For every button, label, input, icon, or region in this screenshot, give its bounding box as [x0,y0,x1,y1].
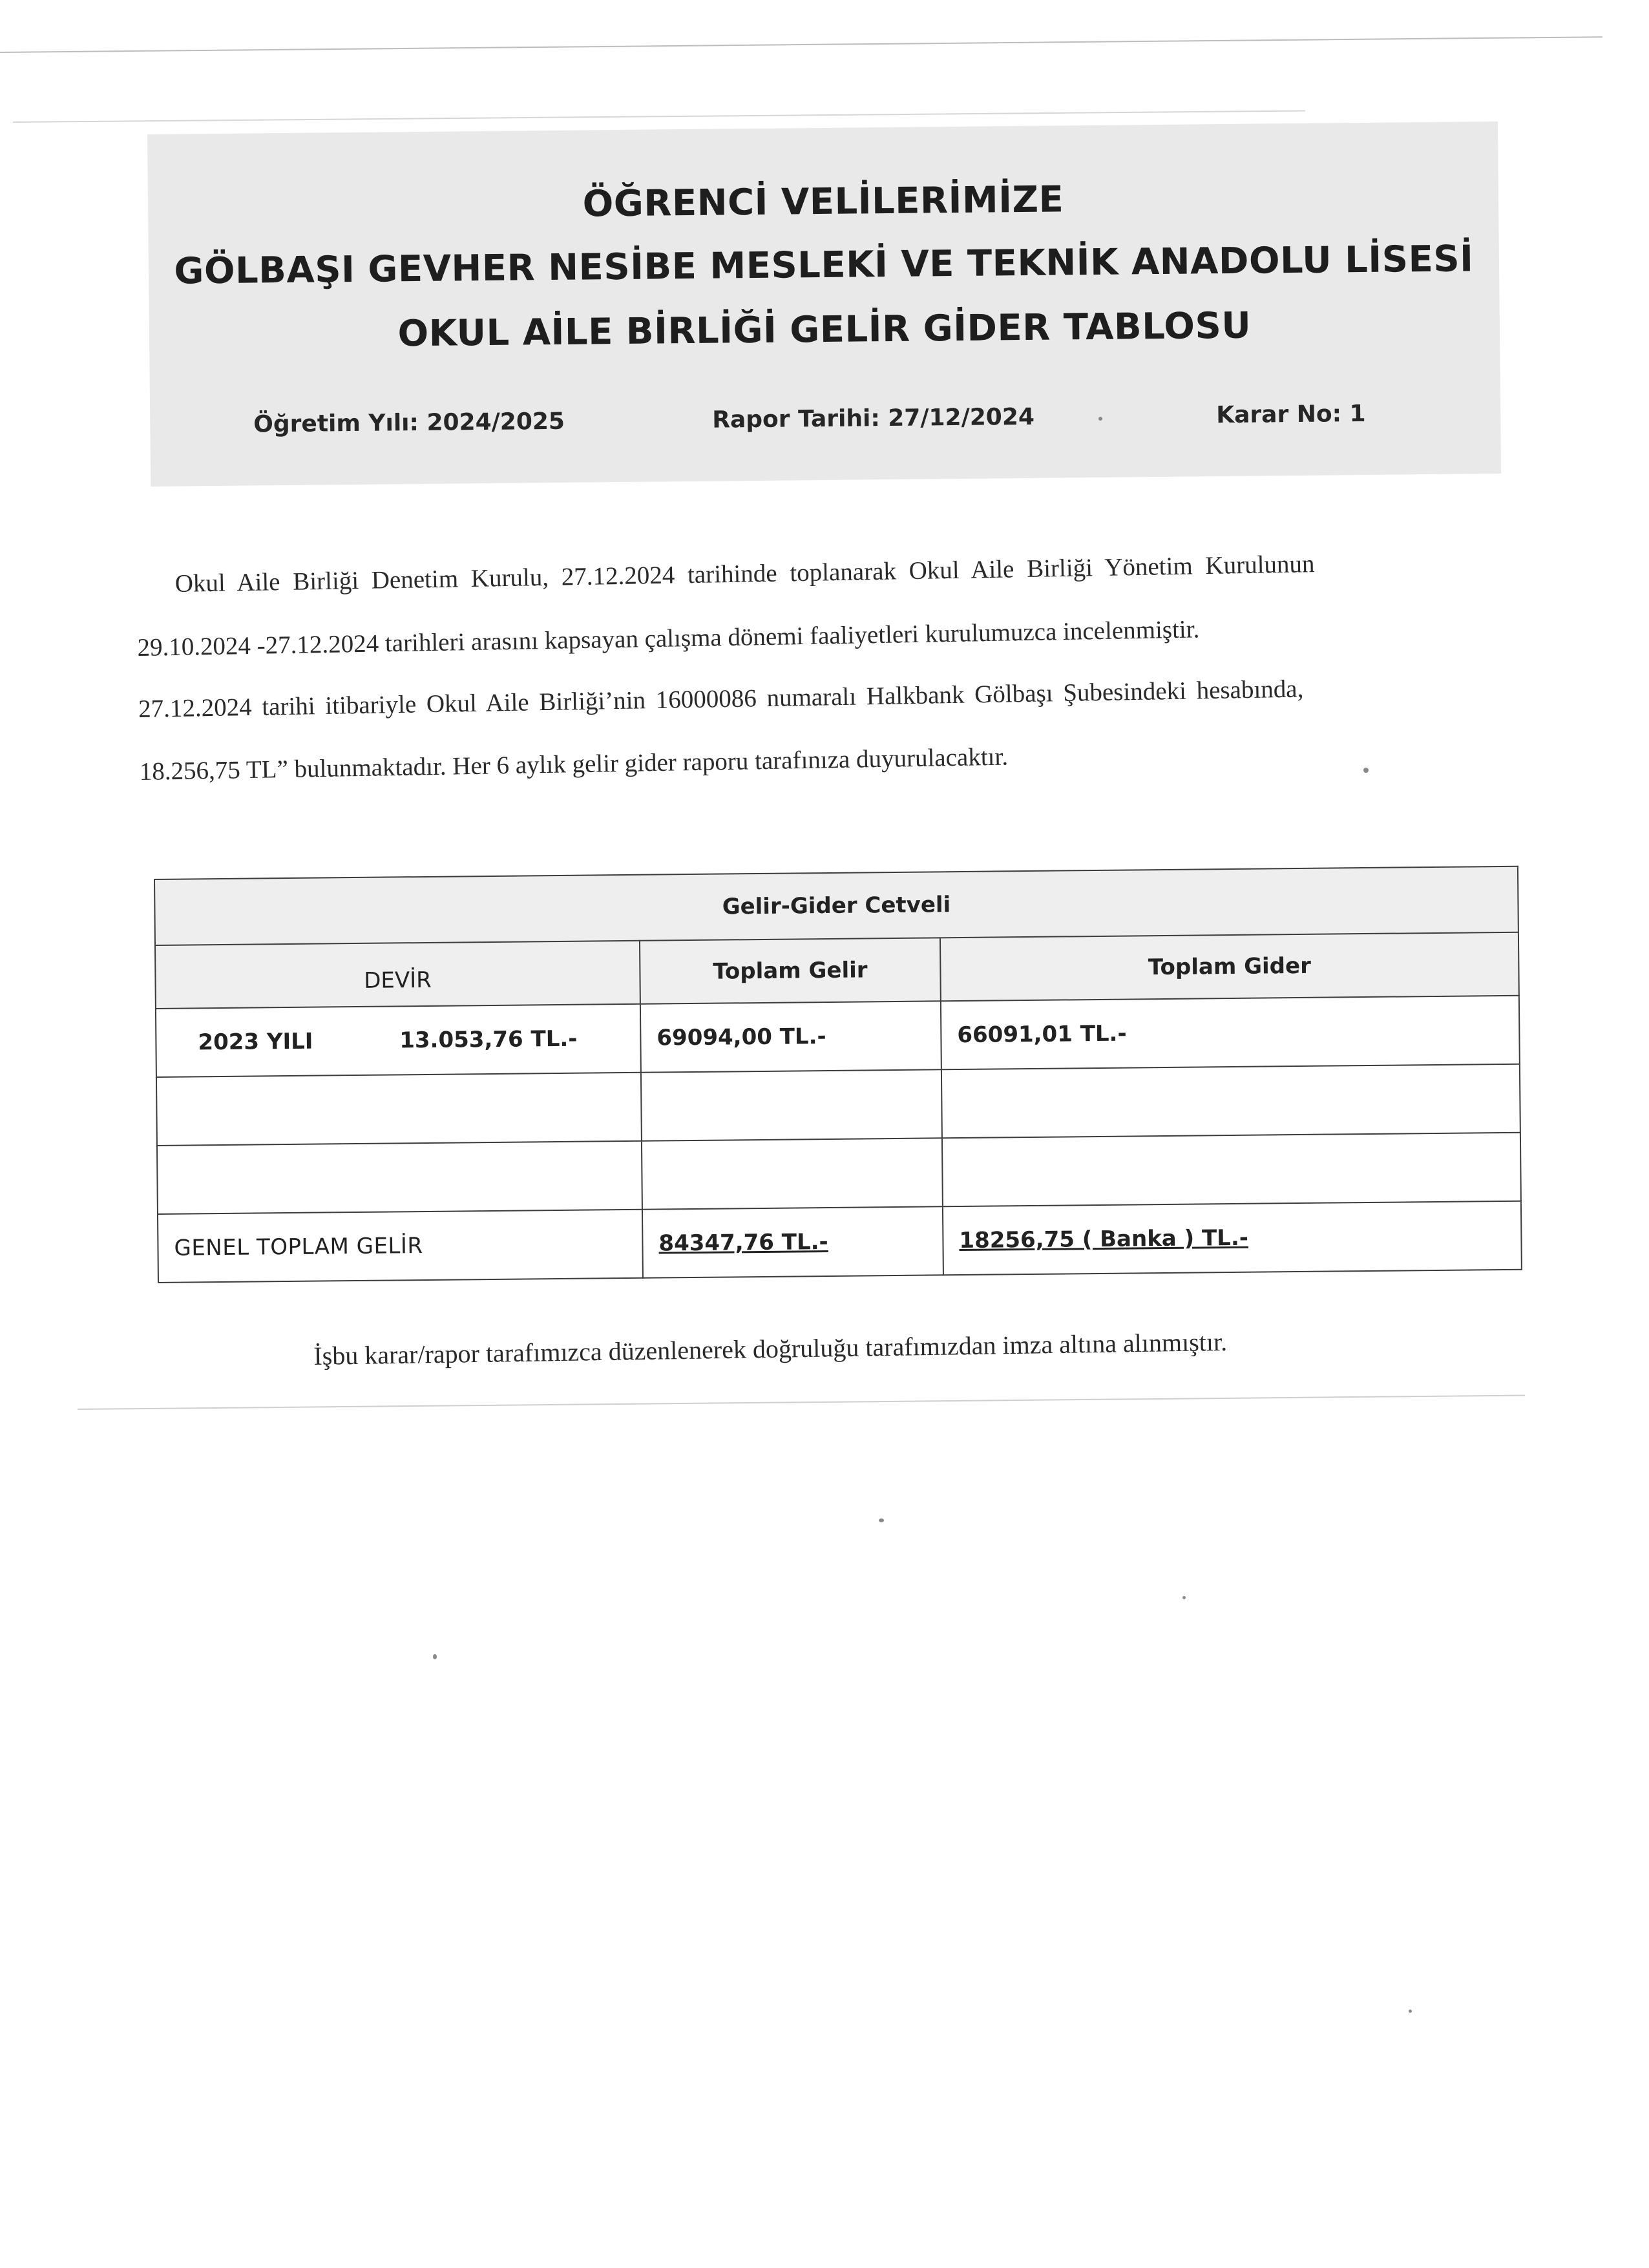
scan-fold-line [78,1394,1525,1410]
empty-cell [642,1138,943,1209]
body-line: 27.12.2024 tarihi itibariyle Okul Aile Birliği’nin 16000086 numaralı Halkbank Gölbaşı Şubesindeki hesabında, [138,675,1304,723]
header-toplam-gelir: Toplam Gelir [640,938,941,1003]
table-row [156,996,1520,1077]
empty-cell [941,1064,1520,1139]
income-expense-table [154,866,1522,1283]
report-date: Rapor Tarihi: 27/12/2024 [712,403,1035,434]
empty-cell [942,1133,1521,1207]
empty-cell [156,1073,642,1146]
table-row [156,1064,1520,1146]
empty-cell [157,1141,642,1214]
scan-speck [433,1654,437,1659]
header-toplam-gider: Toplam Gider [940,932,1519,1002]
scan-speck [1409,2010,1412,2013]
table-title: Gelir-Gider Cetveli [154,866,1518,945]
table-row [158,1201,1522,1283]
header-table-title: OKUL AİLE BİRLİĞİ GELİR GİDER TABLOSU [397,304,1252,355]
scan-speck [1098,417,1102,421]
academic-year: Öğretim Yılı: 2024/2025 [253,408,565,438]
devir-amount: 13.053,76 TL.- [399,1025,578,1054]
scan-speck [1363,768,1369,773]
total-gider-amount: 18256,75 ( Banka ) TL.- [943,1201,1522,1276]
body-paragraph [136,532,1480,786]
year-label: 2023 YILI [198,1028,313,1056]
scan-edge-line [0,36,1602,53]
devir-cell [156,1004,641,1077]
body-line: 18.256,75 TL” bulunmaktadır. Her 6 aylık gelir gider raporu tarafınıza duyurulacaktır. [139,742,1009,786]
body-line: 29.10.2024 -27.12.2024 tarihleri arasını kapsayan çalışma dönemi faaliyetleri kurulumuzca incelenmiştir. [137,615,1200,662]
total-label: GENEL TOPLAM GELİR [158,1210,643,1283]
total-gelir-amount: 84347,76 TL.- [642,1206,943,1277]
scan-edge-line [13,110,1305,123]
header-title-line1: ÖĞRENCİ VELİLERİMİZE [582,178,1064,226]
gelir-amount: 69094,00 TL.- [640,1001,941,1072]
body-line: Okul Aile Birliği Denetim Kurulu, 27.12.2024 tarihinde toplanarak Okul Aile Birliği Yönetim Kurulunun [174,550,1315,598]
header-band [147,121,1501,487]
scan-speck [879,1518,884,1522]
header-school-name: GÖLBAŞI GEVHER NESİBE MESLEKİ VE TEKNİK ANADOLU LİSESİ [174,238,1474,293]
empty-cell [641,1069,942,1140]
header-devir: DEVİR [155,941,640,1009]
certification-statement: İşbu karar/rapor tarafımızca düzenlenerek doğruluğu tarafımızdan imza altına alınmıştır. [313,1327,1228,1370]
gider-amount: 66091,01 TL.- [941,996,1520,1070]
scan-speck [1182,1596,1186,1599]
decision-number: Karar No: 1 [1216,400,1366,429]
table-row [157,1133,1521,1214]
